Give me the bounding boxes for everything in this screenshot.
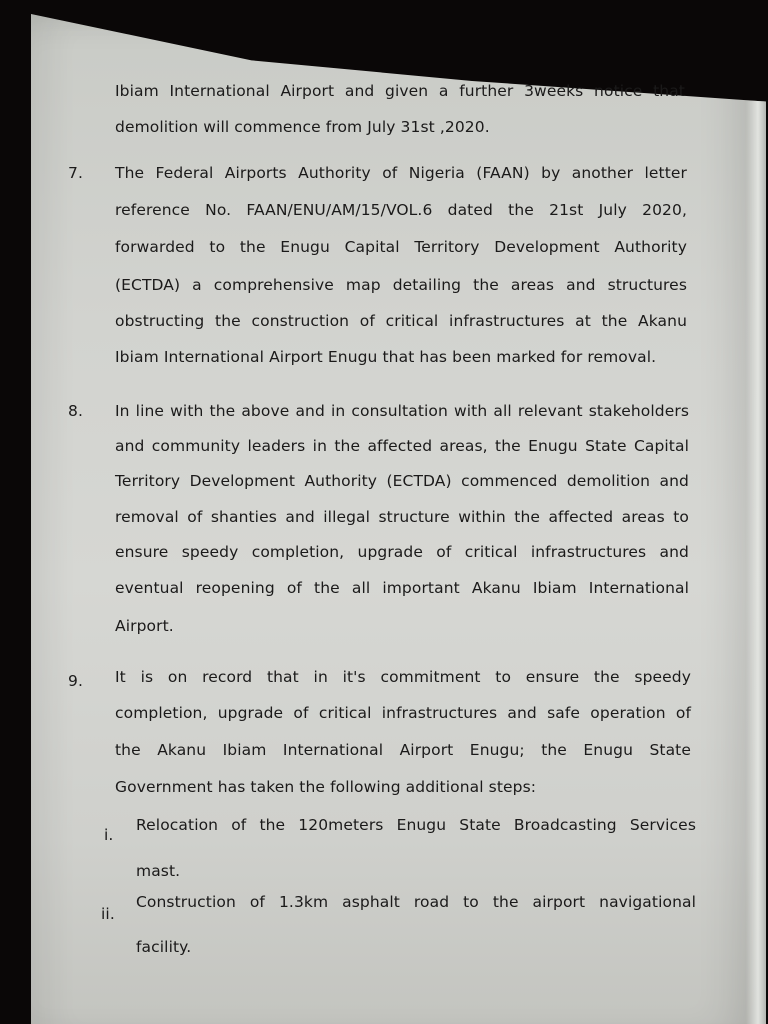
text-line: demolition will commence from July 31st ,2020. — [115, 118, 490, 136]
text-line: (ECTDA) a comprehensive map detailing the areas and structures — [115, 276, 687, 294]
text-line: It is on record that in it's commitment to ensure the speedy — [115, 668, 691, 686]
text-line: Territory Development Authority (ECTDA) commenced demolition and — [115, 472, 689, 490]
text-line: Relocation of the 120meters Enugu State Broadcasting Services — [136, 816, 696, 834]
text-line: Ibiam International Airport Enugu that has been marked for removal. — [115, 348, 657, 366]
text-line: and community leaders in the affected areas, the Enugu State Capital — [115, 437, 689, 455]
text-line: forwarded to the Enugu Capital Territory Development Authority — [115, 238, 687, 256]
text-line: reference No. FAAN/ENU/AM/15/VOL.6 dated the 21st July 2020, — [115, 201, 687, 219]
text-line: Airport. — [115, 617, 174, 635]
sub-item-number: ii. — [101, 905, 115, 923]
text-line: removal of shanties and illegal structure within the affected areas to — [115, 508, 689, 526]
paragraph-number: 9. — [68, 672, 83, 690]
paragraph-number: 7. — [68, 164, 83, 182]
text-line: Ibiam International Airport and given a further 3weeks notice that — [115, 82, 685, 100]
text-line: Construction of 1.3km asphalt road to the airport navigational — [136, 893, 696, 911]
text-line: eventual reopening of the all important Akanu Ibiam International — [115, 579, 689, 597]
text-line: completion, upgrade of critical infrastructures and safe operation of — [115, 704, 691, 722]
paragraph-number: 8. — [68, 402, 83, 420]
text-line: obstructing the construction of critical infrastructures at the Akanu — [115, 312, 687, 330]
text-line: mast. — [136, 862, 181, 880]
text-line: Government has taken the following additional steps: — [115, 778, 537, 796]
text-line: the Akanu Ibiam International Airport Enugu; the Enugu State — [115, 741, 691, 759]
sub-item-number: i. — [104, 826, 114, 844]
text-line: The Federal Airports Authority of Nigeria (FAAN) by another letter — [115, 164, 687, 182]
text-line: In line with the above and in consultation with all relevant stakeholders — [115, 402, 689, 420]
text-line: facility. — [136, 938, 192, 956]
text-line: ensure speedy completion, upgrade of critical infrastructures and — [115, 543, 689, 561]
